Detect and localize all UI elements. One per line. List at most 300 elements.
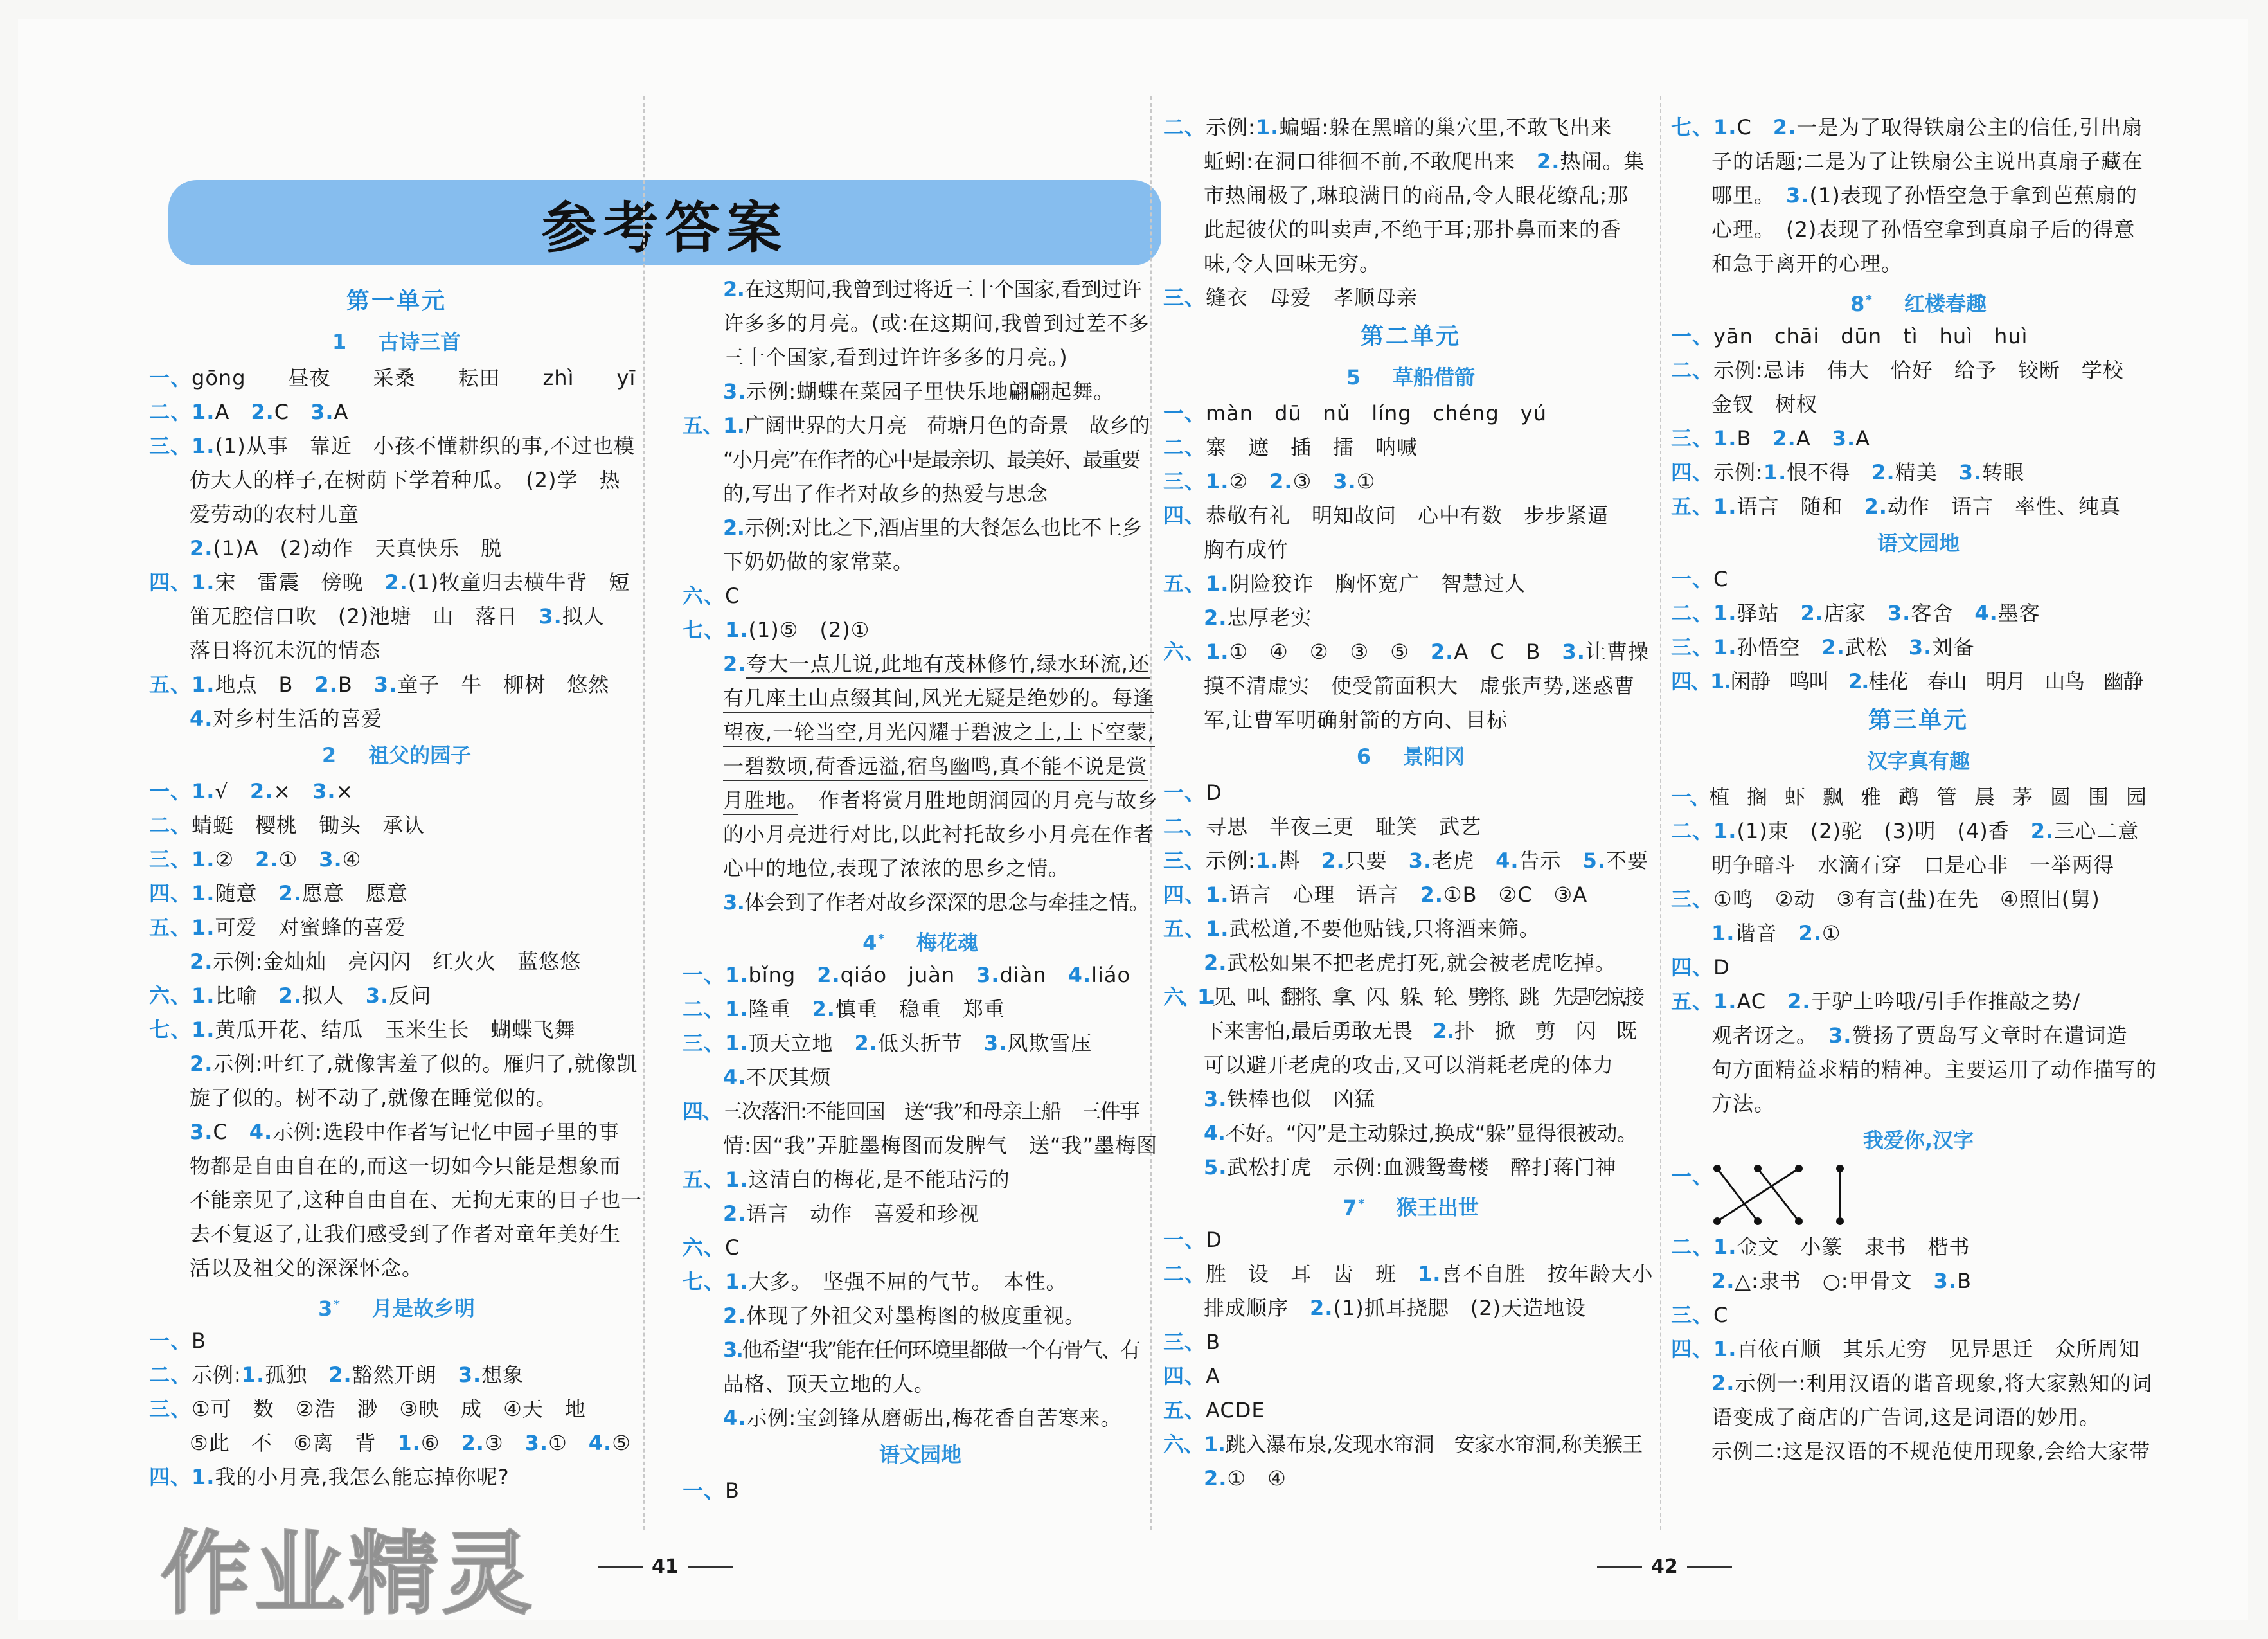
question-number: 四、1. (1163, 882, 1229, 907)
lesson-heading (1671, 281, 2166, 319)
answer-text: C (725, 1235, 740, 1260)
answer-text: 寨 遮 插 擂 呐喊 (1206, 435, 1418, 460)
answer-text: 客舍 (1911, 601, 1975, 625)
question-number: 3. (983, 1031, 1008, 1055)
question-number: 2. (817, 963, 841, 987)
answer-line (1163, 1082, 1658, 1116)
question-number: 四、1. (149, 881, 215, 906)
answer-line (1671, 882, 2166, 917)
lesson-number (1357, 744, 1371, 769)
answer-line (1163, 247, 1658, 281)
answer-text: 三心二意 (2054, 819, 2139, 843)
lesson-title: 红楼春趣 (1904, 291, 1987, 316)
answer-text: 物都是自由自在的,而这一切如今只能是想象而 (190, 1154, 621, 1178)
answer-text: 仿大人的样子,在树荫下学着种瓜。 (2)学 热 (190, 468, 621, 492)
answer-text: 愿意 愿意 (301, 881, 408, 906)
answer-text: 方法。 (1711, 1091, 1776, 1116)
answer-text: (1)从事 靠近 小孩不懂耕织的事,不过也模 (215, 434, 635, 458)
answer-text: × (273, 779, 313, 803)
question-number: 2. (1871, 460, 1895, 485)
question-number: 二、1. (1671, 601, 1737, 625)
answer-line (1163, 1428, 1658, 1462)
answer-text: 三次落泪:不能回国 送“我”和母亲上船 三件事 (722, 1099, 1139, 1124)
answer-line (149, 775, 644, 809)
answer-line (683, 613, 1158, 647)
answer-line (1163, 1325, 1658, 1359)
answer-line (1671, 1053, 2166, 1087)
matching-line (1717, 1169, 1799, 1221)
question-number: 二、 (1163, 1262, 1206, 1286)
answer-line (149, 979, 644, 1013)
answer-line (149, 1426, 644, 1460)
answer-text: 阴险狡诈 胸怀宽广 智慧过人 (1229, 571, 1526, 596)
question-number: 4. (249, 1120, 273, 1144)
question-number: 3. (723, 890, 745, 915)
answer-line (683, 992, 1158, 1026)
answer-line (1163, 397, 1658, 431)
question-number: 4. (190, 706, 213, 731)
answer-text: gōng 昼夜 采桑 耘田 zhì yī (192, 366, 636, 390)
answer-line (683, 273, 1158, 307)
question-number: 3. (1408, 848, 1433, 873)
answer-text: 品格、顶天立地的人。 (723, 1372, 936, 1396)
answer-text: √ (215, 779, 250, 803)
answer-text: 喜不自胜 按年龄大小 (1441, 1262, 1654, 1286)
answer-column-3 (1163, 111, 1658, 1496)
answer-line (1671, 780, 2166, 814)
answer-line (1671, 1019, 2166, 1053)
answer-text: 示例:对比之下,酒店里的大餐怎么也比不上乡 (744, 515, 1142, 540)
answer-line (149, 1358, 644, 1392)
answer-text: 缝衣 母爱 孝顺母亲 (1206, 285, 1418, 310)
answer-text: AC (1737, 989, 1788, 1014)
question-number: 2. (278, 881, 302, 906)
answer-line (683, 818, 1158, 852)
question-number: 一、 (1671, 1164, 1714, 1188)
question-number: 五、1. (149, 672, 215, 697)
lesson-number-text: 8 (1850, 291, 1865, 316)
question-number: 七、1. (683, 1269, 749, 1294)
answer-text: △:隶书 ○:甲骨文 (1735, 1269, 1934, 1293)
answer-line (1671, 917, 2166, 951)
question-number: 3. (319, 847, 343, 872)
answer-text: 蝙蝠:躲在黑暗的巢穴里,不敢飞出来 (1279, 115, 1612, 139)
question-number: 三、1. (683, 1031, 749, 1055)
question-number: 三、1. (1671, 635, 1737, 659)
question-number: 3. (373, 672, 398, 697)
answer-text: B (192, 1329, 206, 1353)
answer-text: B (1737, 426, 1773, 451)
question-number: 三、1. (1163, 469, 1229, 494)
answer-line (1163, 703, 1658, 737)
underlined-answer: 有几座土山点缀其间,风光无疑是绝妙的。每逢 (723, 686, 1154, 713)
answer-text: 刘备 (1932, 635, 1975, 659)
question-number: 一、1. (149, 779, 215, 803)
answer-text: 拟人 (562, 604, 605, 629)
matching-lines-diagram (1713, 1165, 1848, 1226)
answer-line (1163, 669, 1658, 703)
watermark: 作业精灵 (161, 1522, 537, 1627)
answer-text: C (1737, 115, 1773, 139)
lesson-title: 语文园地 (1877, 531, 1960, 555)
answer-text: 恭敬有礼 明知故问 心中有数 步步紧逼 (1206, 503, 1609, 528)
answer-text: (1)抓耳挠腮 (2)天造地设 (1333, 1296, 1587, 1320)
answer-line (1163, 431, 1658, 465)
question-number: 3. (1958, 460, 1983, 485)
lesson-number-text: 5 (1346, 365, 1361, 390)
answer-line (1163, 179, 1658, 213)
answer-line (149, 945, 644, 979)
question-number: 2. (2030, 819, 2055, 843)
answer-text: 语言 随和 (1737, 494, 1864, 519)
question-number: 2. (1711, 1269, 1735, 1293)
answer-text: 低头折节 (877, 1031, 984, 1055)
answer-line (683, 1367, 1158, 1401)
answer-text: 哪里。 (1711, 183, 1787, 208)
answer-line (683, 647, 1158, 681)
answer-text: 大多。 坚强不屈的气节。 本性。 (748, 1269, 1067, 1294)
lesson-title: 祖父的园子 (368, 743, 472, 767)
answer-text: 心理。 (2)表现了孙悟空拿到真扇子后的得意 (1711, 217, 2136, 242)
optional-lesson-mark: * (334, 1298, 340, 1311)
unit-heading: 第一单元 (346, 288, 447, 314)
answer-text: D (1206, 1228, 1222, 1252)
answer-text: 一是为了取得铁扇公主的信任,引出扇 (1796, 115, 2143, 139)
question-number: 1. (1255, 115, 1280, 139)
question-number: 五、1. (1163, 571, 1229, 596)
lesson-heading (1671, 524, 2166, 562)
answer-line (683, 886, 1158, 920)
answer-line (1671, 1366, 2166, 1401)
question-number: 3. (723, 379, 747, 404)
answer-column-2 (683, 273, 1158, 1508)
answer-text: 和急于离开的心理。 (1711, 251, 1903, 276)
answer-line (149, 911, 644, 945)
answer-text: ① (1821, 921, 1841, 945)
lesson-heading (1163, 1185, 1658, 1223)
answer-line (1163, 1151, 1658, 1185)
answer-text: 体会到了作者对故乡深深的思念与牵挂之情。 (744, 890, 1150, 915)
answer-line (683, 1401, 1158, 1435)
answer-text: ⑤此 不 ⑥离 背 (190, 1431, 398, 1455)
question-number: 2. (190, 1052, 213, 1076)
question-number: 七、1. (683, 618, 749, 642)
answer-text: 百依百顺 其乐无穷 见异思迁 众所周知 (1737, 1337, 2140, 1361)
answer-line (149, 1149, 644, 1183)
matching-dot (1836, 1165, 1844, 1172)
question-number: 三、 (1671, 887, 1714, 911)
question-number: 3. (1887, 601, 1911, 625)
question-number: 五、1. (1163, 917, 1229, 941)
lesson-number-text: 4 (862, 930, 877, 955)
answer-text: màn dū nǔ líng chéng yú (1206, 401, 1547, 425)
question-number: 4. (1496, 848, 1519, 873)
lesson-heading (683, 920, 1158, 958)
question-number: 四、 (1163, 1364, 1206, 1388)
answer-text: 示例: (1206, 115, 1256, 139)
matching-dot (1754, 1217, 1762, 1225)
answer-line (149, 463, 644, 497)
question-number: 七、1. (149, 1017, 215, 1042)
question-number: 2. (1864, 494, 1888, 519)
answer-text: 可以避开老虎的攻击,又可以消耗老虎的体力 (1204, 1053, 1614, 1077)
answer-text: ③ (1292, 469, 1334, 494)
answer-text: 拟人 (301, 983, 366, 1008)
question-number: 2. (1772, 115, 1797, 139)
answer-text: 示例二:这是汉语的不规范使用现象,会给大家带 (1711, 1439, 2150, 1464)
answer-text: diàn (999, 963, 1068, 987)
answer-column-4 (1671, 111, 2166, 1469)
answer-line (1163, 533, 1658, 567)
answer-line (1671, 388, 2166, 422)
answer-text: 闲静 鸣叫 (1730, 669, 1848, 694)
question-number: 2. (723, 1303, 747, 1328)
answer-text: 谐音 (1735, 921, 1799, 945)
question-number: 3. (190, 1120, 213, 1144)
answer-line (1163, 776, 1658, 810)
question-number: 2. (314, 672, 338, 697)
answer-line (1163, 1014, 1658, 1048)
question-number: 3. (1333, 469, 1357, 494)
answer-line (1671, 665, 2166, 699)
answer-text: 示例: (1206, 848, 1256, 873)
answer-line (683, 1129, 1158, 1163)
question-number: 2. (1536, 149, 1560, 174)
answer-line (683, 749, 1158, 784)
answer-text: 观者讶之。 (1711, 1023, 1829, 1048)
unit-heading: 第二单元 (1360, 323, 1461, 350)
question-number: 2. (1310, 1296, 1334, 1320)
answer-text: 只要 (1344, 848, 1409, 873)
question-number: 二、1. (149, 400, 215, 424)
answer-text: 示例:蝴蝶在菜园子里快乐地翩翩起舞。 (746, 379, 1115, 404)
question-number: 2. (1204, 605, 1228, 630)
question-number: 四、 (1671, 955, 1714, 980)
question-number: 四、1. (149, 1465, 215, 1489)
answer-line (683, 375, 1158, 409)
answer-text: 店家 (1823, 601, 1888, 625)
optional-lesson-mark: * (1866, 293, 1872, 307)
question-number: 4. (723, 1406, 747, 1430)
answer-line (149, 877, 644, 911)
answer-line (1163, 465, 1658, 499)
answer-line (1163, 980, 1658, 1014)
answer-text: C (274, 400, 311, 424)
question-number: 3. (458, 1363, 482, 1387)
question-number: 一、 (1671, 324, 1714, 348)
answer-text: 豁然开朗 (352, 1363, 458, 1387)
question-number: 二、 (1671, 358, 1714, 382)
lesson-title: 语文园地 (879, 1442, 961, 1467)
question-number: 2. (1433, 1019, 1454, 1043)
lesson-heading (1671, 742, 2166, 780)
answer-text: A (1796, 426, 1832, 451)
answer-line (1163, 810, 1658, 844)
question-number: 二、1. (1671, 819, 1737, 843)
answer-line (1671, 179, 2166, 213)
answer-text: 铁棒也似 凶猛 (1227, 1087, 1376, 1111)
question-number: 3. (1204, 1087, 1228, 1111)
page-number-text: 41 (652, 1555, 679, 1578)
question-number: 4. (723, 1065, 747, 1089)
answer-line (149, 843, 644, 877)
answer-text: 示例:宝剑锋从磨砺出,梅花香自苦寒来。 (746, 1406, 1122, 1430)
lesson-number (322, 743, 336, 767)
answer-text: 随意 (215, 881, 279, 906)
answer-line (683, 715, 1158, 749)
answer-text: 慎重 稳重 郑重 (835, 997, 1005, 1021)
question-number: 2. (723, 1201, 747, 1226)
question-number: 2. (190, 949, 213, 974)
answer-text: liáo (1091, 963, 1131, 987)
question-number: 3. (1786, 183, 1810, 208)
lesson-title: 猴王出世 (1396, 1195, 1479, 1220)
lesson-number (862, 931, 884, 955)
answer-line (1163, 1291, 1658, 1325)
answer-line (149, 429, 644, 463)
answer-text: 下奶奶做的家常菜。 (723, 550, 915, 574)
lesson-number-text: 1 (332, 330, 347, 354)
lesson-number (1343, 1196, 1364, 1220)
question-number: 二、1. (683, 997, 749, 1021)
answer-line (683, 579, 1158, 613)
lesson-heading (149, 323, 644, 361)
question-number: 五、 (1163, 1398, 1206, 1422)
answer-text: ① ④ (1227, 1466, 1287, 1491)
answer-line (1163, 111, 1658, 145)
answer-line (1163, 912, 1658, 946)
answer-line (1671, 213, 2166, 247)
answer-line (683, 1474, 1158, 1508)
lesson-number-text: 3 (318, 1296, 333, 1321)
answer-text: 体现了外祖父对墨梅图的极度重视。 (746, 1303, 1086, 1328)
question-number: 五、1. (683, 1167, 749, 1192)
answer-text: 孙悟空 (1737, 635, 1822, 659)
question-number: 一、 (683, 1478, 726, 1503)
answer-line (1671, 422, 2166, 456)
answer-line (1671, 596, 2166, 631)
matching-line (1758, 1169, 1799, 1221)
question-number: 四、 (1671, 460, 1714, 485)
answer-line (683, 958, 1158, 992)
answer-text: 许多多的月亮。(或:在这期间,我曾到过差不多 (723, 311, 1150, 336)
answer-text: B (337, 672, 374, 697)
question-number: 2. (249, 779, 274, 803)
answer-text: 示例: (192, 1363, 242, 1387)
answer-line (149, 634, 644, 668)
answer-text: 蜻蜓 樱桃 锄头 承认 (192, 813, 425, 837)
answer-line (1671, 848, 2166, 882)
answer-text: A (1855, 426, 1871, 451)
answer-text: ① (1356, 469, 1376, 494)
lesson-heading (149, 736, 644, 775)
question-number: 2. (384, 570, 408, 595)
answer-text: ③ (484, 1431, 525, 1455)
question-number: 3. (1908, 635, 1933, 659)
answer-text: 句方面精益求精的精神。主要运用了动作描写的 (1711, 1057, 2157, 1082)
answer-line (1671, 985, 2166, 1019)
question-number: 2. (1772, 426, 1796, 451)
answer-text: 去不复返了,让我们感受到了作者对童年美好生 (190, 1222, 621, 1246)
answer-text: B (725, 1478, 740, 1503)
lesson-title: 我爱你,汉字 (1862, 1128, 1974, 1152)
answer-line (683, 1026, 1158, 1061)
lesson-number-text: 6 (1356, 744, 1371, 769)
question-number: 2. (1800, 601, 1824, 625)
question-number: 六、1. (149, 983, 215, 1008)
answer-text: 动作 语言 率性、纯真 (1887, 494, 2121, 519)
question-number: 3. (312, 779, 336, 803)
answer-text: A C B (1454, 640, 1562, 664)
answer-text: 胜 设 耳 齿 班 (1206, 1262, 1418, 1286)
answer-text: 墨客 (1997, 601, 2040, 625)
answer-text: 于驴上吟哦/引手作推敲之势/ (1810, 989, 2081, 1014)
answer-line (1163, 601, 1658, 635)
answer-line (1163, 1359, 1658, 1393)
answer-text: 示例:叶红了,就像害羞了似的。雁归了,就像凯 (213, 1052, 638, 1076)
answer-text: ② (215, 847, 256, 872)
answer-line (1671, 814, 2166, 848)
question-number: 2. (328, 1363, 352, 1387)
question-number: 4. (1204, 1121, 1226, 1145)
question-number: 2. (255, 847, 279, 872)
matching-dot (1795, 1217, 1803, 1225)
answer-line (1163, 1116, 1658, 1151)
answer-line (683, 443, 1158, 477)
answer-line (149, 1460, 644, 1494)
question-number: 2. (723, 515, 745, 540)
question-number: 5. (1204, 1155, 1228, 1179)
answer-text: C (1713, 1303, 1729, 1327)
answer-line (683, 1231, 1158, 1265)
answer-text: 军,让曹军明确射箭的方向、目标 (1204, 708, 1508, 732)
page-number-text: 42 (1651, 1555, 1678, 1578)
question-number: 2. (1711, 1371, 1735, 1395)
answer-text: 语言 心理 语言 (1229, 882, 1420, 907)
question-number: 3. (539, 604, 562, 629)
question-number: 一、 (149, 366, 192, 390)
question-number: 六、 (683, 584, 726, 608)
question-number: 六、1. (1163, 985, 1213, 1009)
answer-line (149, 395, 644, 429)
question-number: 二、 (149, 813, 192, 837)
answer-text: 味,令人回味无穷。 (1204, 251, 1381, 276)
lesson-heading (1671, 1121, 2166, 1160)
answer-line (683, 1299, 1158, 1333)
answer-text: ⑤ (612, 1431, 631, 1455)
answer-line (1163, 567, 1658, 601)
answer-text: 广阔世界的大月亮 荷塘月色的奇景 故乡的 (744, 413, 1150, 438)
lesson-title: 月是故乡明 (371, 1296, 475, 1321)
question-number: 一、 (1163, 780, 1206, 805)
answer-line (1671, 1264, 2166, 1298)
optional-lesson-mark: * (878, 932, 884, 945)
answer-line (149, 1013, 644, 1047)
answer-text: 不能亲见了,这种自由自在、无拘无束的日子也一 (190, 1188, 643, 1212)
lesson-heading (1163, 358, 1658, 397)
question-number: 4. (588, 1431, 612, 1455)
question-number: 1. (397, 1431, 421, 1455)
page-number-left (598, 1555, 733, 1578)
question-number: 七、1. (1671, 115, 1737, 139)
question-number: 4. (1974, 601, 1998, 625)
answer-text: 恨不得 (1787, 460, 1872, 485)
answer-line (149, 1217, 644, 1251)
answer-text: 告示 (1519, 848, 1583, 873)
answer-text: 不要 (1605, 848, 1648, 873)
answer-text: 对乡村生活的喜爱 (213, 706, 383, 731)
answer-text: 忠厚老实 (1227, 605, 1312, 630)
